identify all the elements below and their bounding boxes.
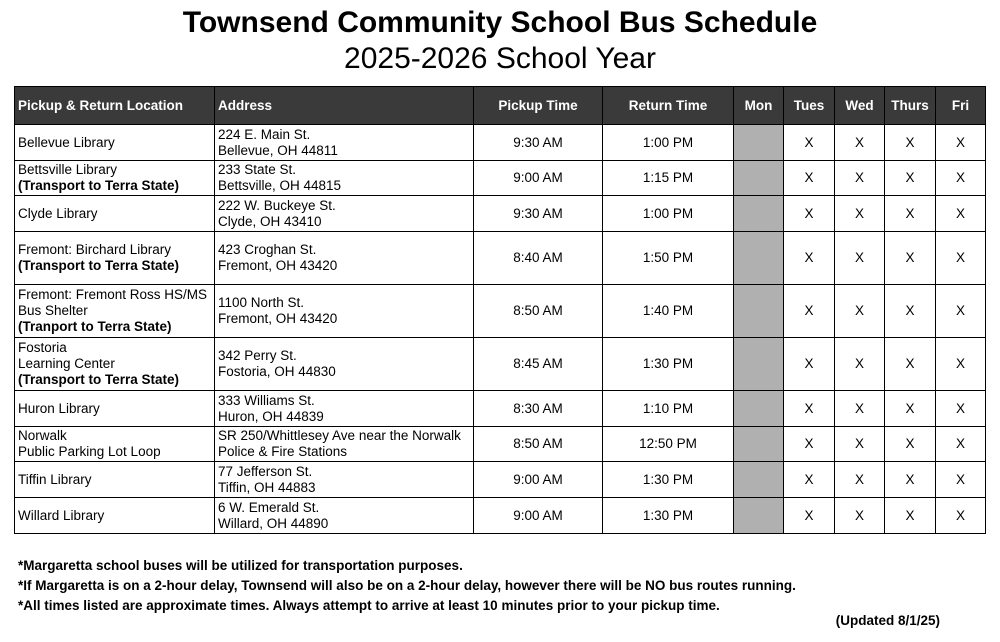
address-line: 333 Williams St. [218, 392, 315, 408]
cell-return-time: 1:00 PM [603, 125, 734, 161]
cell-return-time: 1:30 PM [603, 462, 734, 498]
cell-tues: X [784, 285, 835, 338]
table-row [15, 391, 986, 427]
cell-pickup-time: 8:30 AM [474, 391, 603, 427]
location-line: Bus Shelter [18, 303, 88, 318]
cell-location [15, 285, 215, 338]
address-line: Fostoria, OH 44830 [218, 364, 336, 379]
note: *All times listed are approximate times. Always attempt to arrive at least 10 minutes prior to your pickup time. [18, 598, 720, 613]
col-header-pickup: Pickup Time [474, 87, 603, 125]
table-row [15, 427, 986, 462]
cell-fri: X [936, 161, 986, 196]
col-header-address: Address [215, 87, 474, 125]
address-line: 233 State St. [218, 162, 297, 177]
cell-wed: X [835, 498, 885, 534]
address-line: 77 Jefferson St. [218, 463, 313, 479]
cell-address [215, 391, 474, 427]
cell-fri: X [936, 498, 986, 534]
cell-fri: X [936, 391, 986, 427]
address-line: 224 E. Main St. [218, 126, 311, 142]
cell-address [215, 196, 474, 232]
address-line: Tiffin, OH 44883 [218, 479, 316, 495]
cell-wed: X [835, 125, 885, 161]
transport-note: (Transport to Terra State) [18, 178, 180, 193]
address-line: Police & Fire Stations [218, 444, 348, 459]
cell-wed: X [835, 196, 885, 232]
cell-mon [734, 232, 784, 285]
note: *If Margaretta is on a 2-hour delay, Townsend will also be on a 2-hour delay, however there will be NO bus routes running. [18, 578, 796, 593]
note: *Margaretta school buses will be utilized for transportation purposes. [18, 558, 463, 573]
table-row [15, 462, 986, 498]
cell-thurs: X [885, 285, 936, 338]
cell-return-time: 12:50 PM [603, 427, 734, 462]
cell-tues: X [784, 427, 835, 462]
cell-tues: X [784, 232, 835, 285]
transport-note: (Tranport to Terra State) [18, 319, 172, 334]
cell-wed: X [835, 391, 885, 427]
cell-return-time: 1:50 PM [603, 232, 734, 285]
schedule-table [14, 86, 986, 534]
cell-thurs: X [885, 338, 936, 391]
cell-tues: X [784, 462, 835, 498]
cell-thurs: X [885, 125, 936, 161]
cell-wed: X [835, 427, 885, 462]
cell-pickup-time: 9:30 AM [474, 125, 603, 161]
cell-mon [734, 196, 784, 232]
cell-fri: X [936, 427, 986, 462]
notes [18, 556, 796, 616]
address-line: Clyde, OH 43410 [218, 213, 322, 229]
cell-location [15, 232, 215, 285]
cell-mon [734, 498, 784, 534]
cell-location [15, 338, 215, 391]
cell-fri: X [936, 338, 986, 391]
cell-mon [734, 462, 784, 498]
address-line: 342 Perry St. [218, 348, 297, 363]
cell-location [15, 196, 215, 232]
cell-thurs: X [885, 196, 936, 232]
cell-mon [734, 285, 784, 338]
address-line: 6 W. Emerald St. [218, 499, 320, 515]
cell-thurs: X [885, 427, 936, 462]
address-line: 1100 North St. [218, 295, 305, 310]
transport-note: (Transport to Terra State) [18, 372, 180, 387]
col-header-return: Return Time [603, 87, 734, 125]
col-header-wed: Wed [835, 87, 885, 125]
address-line: Bellevue, OH 44811 [218, 142, 338, 158]
location-line: Bettsville Library [18, 162, 118, 177]
location-line: Clyde Library [18, 205, 98, 221]
cell-mon [734, 427, 784, 462]
location-line: Norwalk [18, 428, 67, 443]
cell-location [15, 498, 215, 534]
cell-address [215, 427, 474, 462]
cell-wed: X [835, 462, 885, 498]
location-line: Bellevue Library [18, 134, 115, 150]
table-row [15, 125, 986, 161]
col-header-mon: Mon [734, 87, 784, 125]
address-line: Fremont, OH 43420 [218, 258, 338, 273]
cell-return-time: 1:30 PM [603, 498, 734, 534]
cell-thurs: X [885, 462, 936, 498]
cell-mon [734, 338, 784, 391]
cell-pickup-time: 9:00 AM [474, 498, 603, 534]
page-subtitle: 2025-2026 School Year [344, 42, 656, 75]
cell-address [215, 462, 474, 498]
cell-address [215, 125, 474, 161]
cell-thurs: X [885, 498, 936, 534]
cell-location [15, 462, 215, 498]
cell-mon [734, 125, 784, 161]
location-line: Fostoria [18, 340, 67, 355]
cell-wed: X [835, 161, 885, 196]
cell-wed: X [835, 232, 885, 285]
cell-tues: X [784, 125, 835, 161]
location-line: Tiffin Library [18, 471, 92, 487]
cell-mon [734, 391, 784, 427]
cell-return-time: 1:00 PM [603, 196, 734, 232]
address-line: Fremont, OH 43420 [218, 311, 338, 326]
cell-fri: X [936, 462, 986, 498]
col-header-fri: Fri [936, 87, 986, 125]
cell-thurs: X [885, 391, 936, 427]
cell-address [215, 285, 474, 338]
cell-address [215, 338, 474, 391]
address-line: 423 Croghan St. [218, 242, 317, 257]
cell-mon [734, 161, 784, 196]
table-row [15, 285, 986, 338]
cell-pickup-time: 9:30 AM [474, 196, 603, 232]
cell-pickup-time: 8:40 AM [474, 232, 603, 285]
table-row [15, 196, 986, 232]
cell-location [15, 391, 215, 427]
cell-fri: X [936, 125, 986, 161]
col-header-tues: Tues [784, 87, 835, 125]
table-row [15, 498, 986, 534]
cell-tues: X [784, 498, 835, 534]
cell-fri: X [936, 232, 986, 285]
cell-return-time: 1:15 PM [603, 161, 734, 196]
cell-pickup-time: 8:50 AM [474, 285, 603, 338]
transport-note: (Transport to Terra State) [18, 258, 180, 273]
location-line: Huron Library [18, 400, 100, 416]
cell-location [15, 125, 215, 161]
cell-tues: X [784, 196, 835, 232]
cell-pickup-time: 8:45 AM [474, 338, 603, 391]
cell-thurs: X [885, 161, 936, 196]
col-header-location: Pickup & Return Location [15, 87, 215, 125]
cell-wed: X [835, 285, 885, 338]
address-line: SR 250/Whittlesey Ave near the Norwalk [218, 428, 461, 443]
cell-pickup-time: 9:00 AM [474, 462, 603, 498]
updated-date: (Updated 8/1/25) [835, 613, 940, 628]
col-header-thurs: Thurs [885, 87, 936, 125]
cell-fri: X [936, 285, 986, 338]
cell-return-time: 1:40 PM [603, 285, 734, 338]
cell-tues: X [784, 161, 835, 196]
address-line: Huron, OH 44839 [218, 408, 324, 424]
address-line: 222 W. Buckeye St. [218, 197, 336, 213]
table-row [15, 338, 986, 391]
address-line: Bettsville, OH 44815 [218, 178, 342, 193]
cell-address [215, 161, 474, 196]
location-line: Fremont: Fremont Ross HS/MS [18, 287, 208, 302]
location-line: Public Parking Lot Loop [18, 444, 161, 459]
table-row [15, 232, 986, 285]
cell-tues: X [784, 391, 835, 427]
table-row [15, 161, 986, 196]
cell-tues: X [784, 338, 835, 391]
cell-thurs: X [885, 232, 936, 285]
cell-pickup-time: 8:50 AM [474, 427, 603, 462]
location-line: Willard Library [18, 507, 105, 523]
cell-pickup-time: 9:00 AM [474, 161, 603, 196]
table-header-row [15, 87, 986, 125]
page-title: Townsend Community School Bus Schedule [182, 6, 818, 39]
location-line: Fremont: Birchard Library [18, 242, 172, 257]
cell-fri: X [936, 196, 986, 232]
cell-location [15, 427, 215, 462]
cell-return-time: 1:30 PM [603, 338, 734, 391]
cell-address [215, 498, 474, 534]
cell-address [215, 232, 474, 285]
address-line: Willard, OH 44890 [218, 515, 329, 531]
cell-location [15, 161, 215, 196]
cell-return-time: 1:10 PM [603, 391, 734, 427]
location-line: Learning Center [18, 356, 115, 371]
cell-wed: X [835, 338, 885, 391]
